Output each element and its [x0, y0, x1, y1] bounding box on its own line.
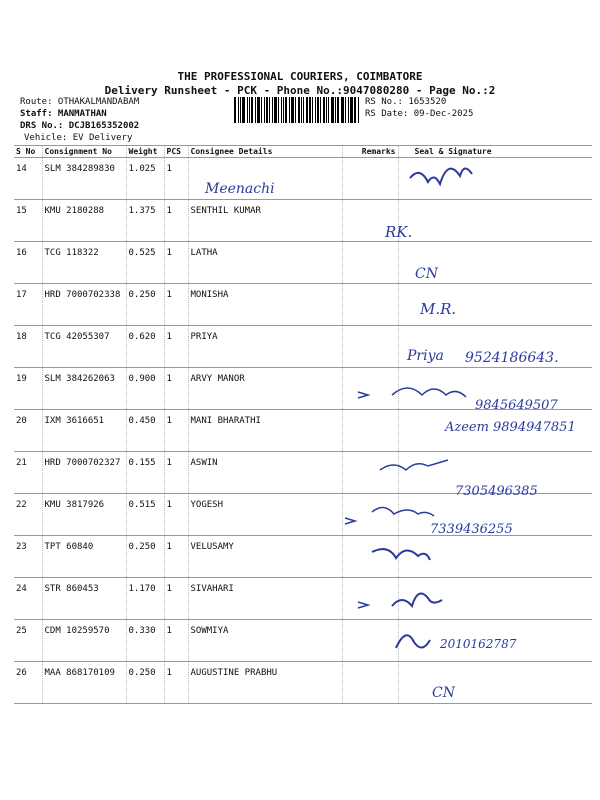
- table-row: [14, 452, 592, 494]
- row-signature-cell: [398, 662, 592, 704]
- row-consignment: KMU 2180288: [42, 200, 126, 242]
- row-sno: 24: [14, 578, 42, 620]
- row-weight: 0.250: [126, 536, 164, 578]
- row-remarks: [342, 494, 398, 536]
- col-consignee: Consignee Details: [188, 146, 342, 158]
- row-signature-cell: [398, 284, 592, 326]
- barcode: [234, 97, 360, 123]
- row-pcs: 1: [164, 326, 188, 368]
- row-consignee: MONISHA: [188, 284, 342, 326]
- table-row: [14, 200, 592, 242]
- row-signature-cell: [398, 242, 592, 284]
- row-pcs: 1: [164, 620, 188, 662]
- row-weight: 1.375: [126, 200, 164, 242]
- row-remarks: [342, 158, 398, 200]
- row-pcs: 1: [164, 536, 188, 578]
- row-sno: 22: [14, 494, 42, 536]
- company-title: THE PROFESSIONAL COURIERS, COIMBATORE: [177, 70, 423, 83]
- row-remarks: [342, 578, 398, 620]
- row-remarks: [342, 452, 398, 494]
- row-consignment: IXM 3616651: [42, 410, 126, 452]
- row-consignee: AUGUSTINE PRABHU: [188, 662, 342, 704]
- signature-18-name: Priya: [407, 348, 444, 364]
- drs-number: DRS No.: DCJB165352002: [20, 121, 140, 131]
- row-consignee: YOGESH: [188, 494, 342, 536]
- row-consignment: TCG 42055307: [42, 326, 126, 368]
- row-weight: 0.250: [126, 662, 164, 704]
- row-consignment: MAA 868170109: [42, 662, 126, 704]
- signature-20-phone: 9894947851: [493, 420, 576, 435]
- col-remarks: Remarks: [342, 146, 398, 158]
- row-remarks: [342, 242, 398, 284]
- row-pcs: 1: [164, 662, 188, 704]
- table-header-row: [14, 146, 592, 158]
- row-consignment: TPT 60840: [42, 536, 126, 578]
- row-sno: 21: [14, 452, 42, 494]
- table-row: [14, 242, 592, 284]
- vehicle-label: Vehicle: EV Delivery: [24, 133, 133, 143]
- row-signature-cell: [398, 620, 592, 662]
- table-row: [14, 662, 592, 704]
- row-remarks: [342, 326, 398, 368]
- row-consignee: ARVY MANOR: [188, 368, 342, 410]
- row-sno: 19: [14, 368, 42, 410]
- table-row: [14, 326, 592, 368]
- handwritten-name: Meenachi: [205, 181, 275, 197]
- row-signature-cell: [398, 326, 592, 368]
- row-consignee: MANI BHARATHI: [188, 410, 342, 452]
- row-pcs: 1: [164, 284, 188, 326]
- signature-16: CN: [415, 266, 438, 282]
- signature-20-name: Azeem: [445, 420, 489, 435]
- col-consignment: Consignment No: [42, 146, 126, 158]
- row-remarks: [342, 200, 398, 242]
- col-pcs: PCS: [164, 146, 188, 158]
- row-signature-cell: [398, 494, 592, 536]
- row-signature-cell: [398, 368, 592, 410]
- col-signature: Seal & Signature: [398, 146, 592, 158]
- table-row: [14, 578, 592, 620]
- row-consignment: CDM 10259570: [42, 620, 126, 662]
- row-consignment: KMU 3817926: [42, 494, 126, 536]
- row-remarks: [342, 368, 398, 410]
- row-consignee: [188, 158, 342, 200]
- row-weight: 0.330: [126, 620, 164, 662]
- staff-label: Staff: MANMATHAN: [20, 109, 107, 119]
- row-remarks: [342, 620, 398, 662]
- row-weight: 0.620: [126, 326, 164, 368]
- table-row: [14, 410, 592, 452]
- phone-25: 2010162787: [440, 637, 517, 651]
- row-consignee: PRIYA: [188, 326, 342, 368]
- row-signature-cell: [398, 158, 592, 200]
- row-signature-cell: [398, 536, 592, 578]
- row-pcs: 1: [164, 410, 188, 452]
- runsheet-subtitle: Delivery Runsheet - PCK - Phone No.:9047080280 - Page No.:2: [104, 84, 496, 97]
- table-row: [14, 536, 592, 578]
- row-remarks: [342, 284, 398, 326]
- row-remarks: [342, 410, 398, 452]
- row-weight: 0.900: [126, 368, 164, 410]
- row-consignee: SENTHIL KUMAR: [188, 200, 342, 242]
- table-row: [14, 158, 592, 200]
- row-pcs: 1: [164, 242, 188, 284]
- row-sno: 25: [14, 620, 42, 662]
- row-signature-cell: [398, 452, 592, 494]
- row-weight: 1.170: [126, 578, 164, 620]
- phone-22: 7339436255: [430, 522, 513, 537]
- row-consignee: VELUSAMY: [188, 536, 342, 578]
- row-signature-cell: [398, 410, 592, 452]
- table-row: [14, 368, 592, 410]
- row-consignee: SOWMIYA: [188, 620, 342, 662]
- row-pcs: 1: [164, 158, 188, 200]
- col-weight: Weight: [126, 146, 164, 158]
- route-label: Route: OTHAKALMANDABAM: [20, 97, 140, 107]
- row-consignment: STR 860453: [42, 578, 126, 620]
- row-consignee: ASWIN: [188, 452, 342, 494]
- row-consignee: LATHA: [188, 242, 342, 284]
- table-row: [14, 494, 592, 536]
- row-sno: 14: [14, 158, 42, 200]
- row-sno: 16: [14, 242, 42, 284]
- signature-18-phone: 9524186643.: [465, 350, 559, 366]
- row-weight: 0.450: [126, 410, 164, 452]
- row-pcs: 1: [164, 494, 188, 536]
- row-sno: 15: [14, 200, 42, 242]
- phone-19: 9845649507: [475, 398, 558, 413]
- phone-21: 7305496385: [455, 484, 538, 499]
- row-signature-cell: [398, 578, 592, 620]
- table-row: [14, 620, 592, 662]
- row-pcs: 1: [164, 368, 188, 410]
- row-consignment: SLM 384262063: [42, 368, 126, 410]
- row-consignment: SLM 384289830: [42, 158, 126, 200]
- signature-15: RK.: [385, 223, 413, 241]
- row-consignee: SIVAHARI: [188, 578, 342, 620]
- row-sno: 20: [14, 410, 42, 452]
- row-consignment: HRD 7000702327: [42, 452, 126, 494]
- row-signature-cell: [398, 200, 592, 242]
- row-weight: 0.515: [126, 494, 164, 536]
- row-consignment: HRD 7000702338: [42, 284, 126, 326]
- row-sno: 26: [14, 662, 42, 704]
- signature-26: CN: [432, 685, 455, 701]
- row-weight: 0.250: [126, 284, 164, 326]
- row-pcs: 1: [164, 578, 188, 620]
- row-sno: 17: [14, 284, 42, 326]
- row-pcs: 1: [164, 452, 188, 494]
- table-row: [14, 284, 592, 326]
- row-weight: 1.025: [126, 158, 164, 200]
- row-weight: 0.525: [126, 242, 164, 284]
- row-sno: 18: [14, 326, 42, 368]
- signature-17: M.R.: [420, 300, 457, 318]
- col-sno: S No: [14, 146, 42, 158]
- row-pcs: 1: [164, 200, 188, 242]
- row-weight: 0.155: [126, 452, 164, 494]
- rs-number: RS No.: 1653520: [365, 97, 447, 107]
- rs-date: RS Date: 09-Dec-2025: [365, 109, 474, 119]
- runsheet-table: [14, 145, 592, 704]
- row-remarks: [342, 536, 398, 578]
- row-consignment: TCG 118322: [42, 242, 126, 284]
- row-sno: 23: [14, 536, 42, 578]
- row-remarks: [342, 662, 398, 704]
